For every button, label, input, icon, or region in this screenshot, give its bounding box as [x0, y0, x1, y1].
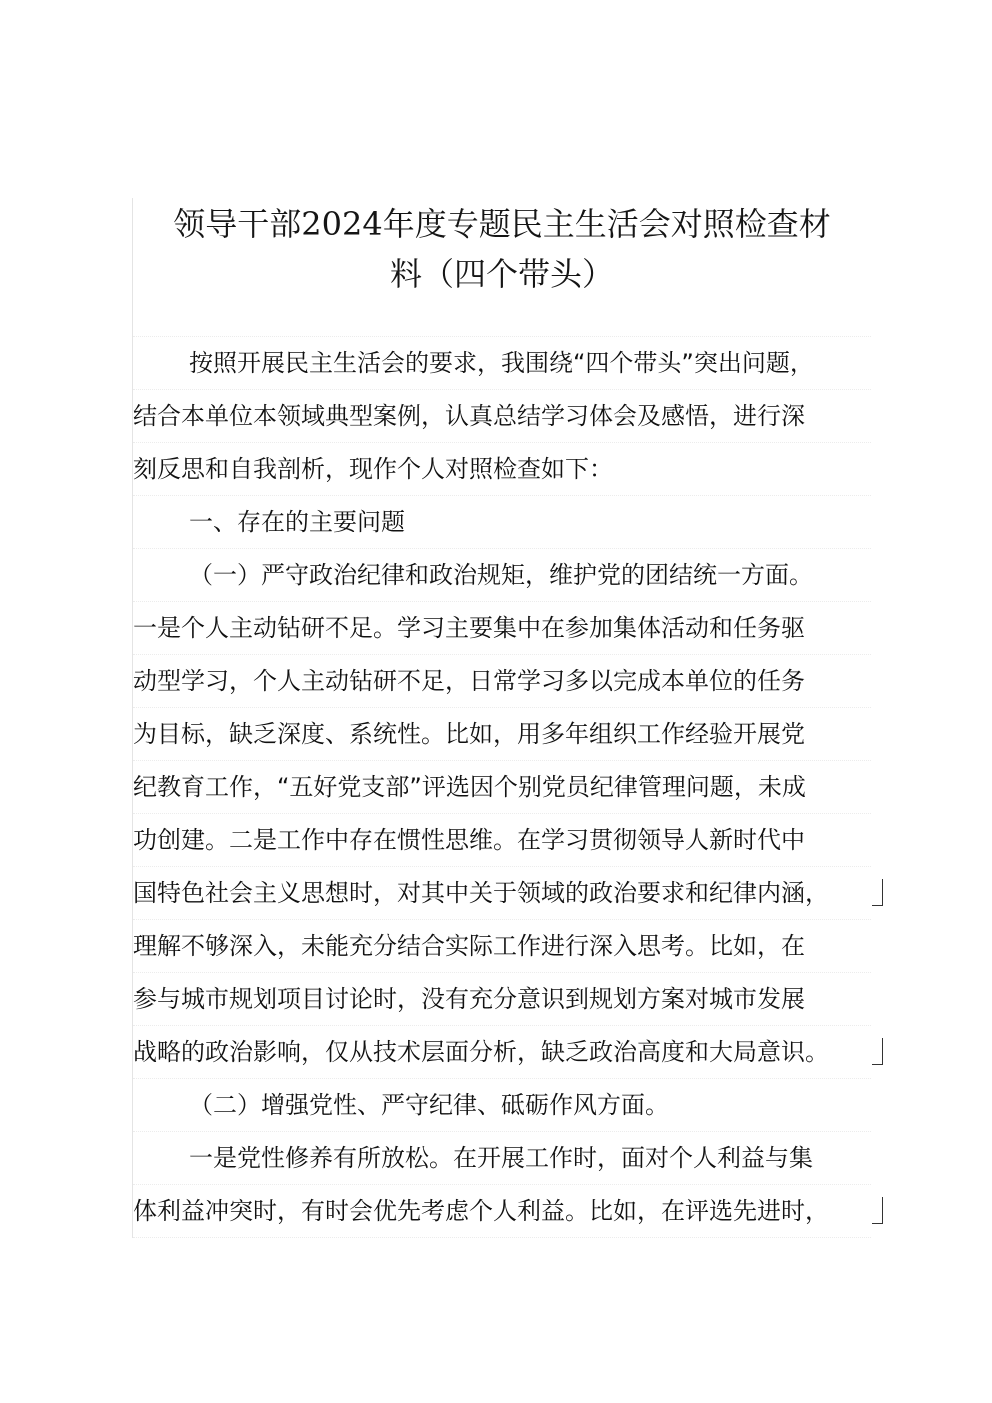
paragraph-line: 一是党性修养有所放松。在开展工作时，面对个人利益与集: [133, 1132, 871, 1185]
line-end-mark-icon: [872, 1038, 883, 1065]
document-title-line-1: 领导干部2024年度专题民主生活会对照检查材: [173, 205, 831, 243]
line-end-mark-icon: [872, 879, 883, 906]
paragraph-line-text: 国特色社会主义思想时，对其中关于领域的政治要求和纪律内涵，: [133, 879, 829, 907]
paragraph-line: 功创建。二是工作中存在惯性思维。在学习贯彻领导人新时代中: [133, 814, 871, 867]
line-end-mark-icon: [872, 1197, 883, 1224]
paragraph-line: 一是个人主动钻研不足。学习主要集中在参加集体活动和任务驱: [133, 602, 871, 655]
paragraph-line: 按照开展民主生活会的要求，我围绕“四个带头”突出问题，: [133, 337, 871, 390]
paragraph-line: 刻反思和自我剖析，现作个人对照检查如下：: [133, 443, 871, 496]
spacer: [133, 300, 871, 337]
paragraph-line: 动型学习，个人主动钻研不足，日常学习多以完成本单位的任务: [133, 655, 871, 708]
paragraph-line-text: 战略的政治影响，仅从技术层面分析，缺乏政治高度和大局意识。: [133, 1038, 829, 1066]
document-body: [132, 198, 871, 1238]
paragraph-line: 纪教育工作，“五好党支部”评选因个别党员纪律管理问题，未成: [133, 761, 871, 814]
paragraph-line: 参与城市规划项目讨论时，没有充分意识到规划方案对城市发展: [133, 973, 871, 1026]
subsection-heading: （二）增强党性、严守纪律、砥砺作风方面。: [133, 1079, 871, 1132]
paragraph-line: 理解不够深入，未能充分结合实际工作进行深入思考。比如，在: [133, 920, 871, 973]
paragraph-line-with-mark: [133, 1185, 871, 1238]
paragraph-line-text: 体利益冲突时，有时会优先考虑个人利益。比如，在评选先进时，: [133, 1197, 829, 1225]
paragraph-line-with-mark: [133, 867, 871, 920]
section-heading: 一、存在的主要问题: [133, 496, 871, 549]
subsection-heading: （一）严守政治纪律和政治规矩，维护党的团结统一方面。: [133, 549, 871, 602]
paragraph-line: 结合本单位本领域典型案例，认真总结学习体会及感悟，进行深: [133, 390, 871, 443]
paragraph-line-with-mark: [133, 1026, 871, 1079]
paragraph-line: 为目标，缺乏深度、系统性。比如，用多年组织工作经验开展党: [133, 708, 871, 761]
document-title-line-2: 料（四个带头）: [389, 255, 614, 293]
